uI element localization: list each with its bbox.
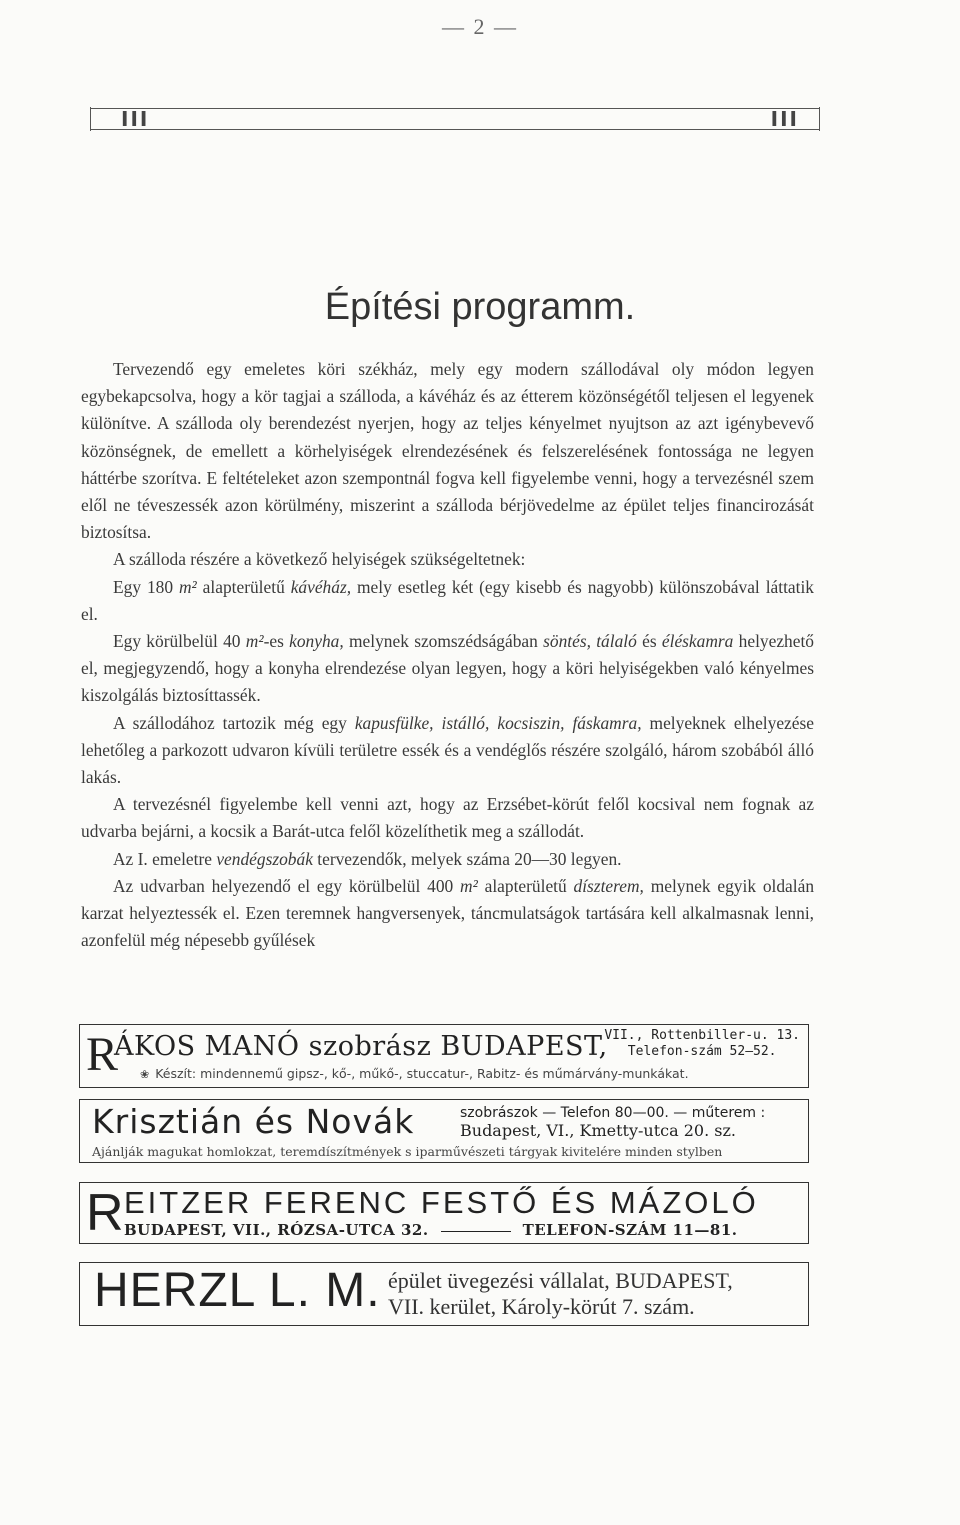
page-title: Építési programm. [324, 286, 636, 328]
ad-herzl-info: épület üvegezési vállalat, BUDAPEST, VII. kerület, Károly-körút 7. szám. [388, 1268, 733, 1319]
ad-reitzer-contact: BUDAPEST, VII., RÓZSA-UTCA 32. TELEFON-SZÁM 11—81. [124, 1221, 738, 1239]
header-rule [90, 108, 820, 130]
header-right-mark: III [771, 107, 820, 131]
paragraph-konyha: Egy körülbelül 40 m²-es konyha, melynek szomszédságában söntés, tálaló és éléskamra helyezhető el, megjegyzendő, hogy a konyha elrendezése olyan legyen, hogy a köri helyiségekben való kényelmes kiszolgálás biztosíttassék. [81, 631, 814, 706]
ad-rakos-address: VII., Rottenbiller-u. 13. Telefon-szám 52—52. [604, 1028, 800, 1059]
ad-reitzer-name: EITZER FERENC FESTŐ ÉS MÁZOLÓ [124, 1185, 759, 1220]
ad-herzl-name: HERZL L. M. [94, 1264, 381, 1317]
paragraph-vendegszobak: Az I. emeletre vendégszobák tervezendők, melyek száma 20—30 legyen. [113, 848, 622, 869]
ad-reitzer-ferenc [79, 1182, 809, 1244]
ad-krisztian-services: Ajánlják magukat homlokzat, teremdíszítmények s iparművészeti tárgyak kivitelére minden stylben [92, 1144, 723, 1159]
ad-herzl [79, 1262, 809, 1326]
header-left-mark: III [90, 107, 149, 131]
ad-rakos-mano [79, 1024, 809, 1088]
paragraph-requirements: A szálloda részére a következő helyiségek szükségeltetnek: [113, 549, 526, 570]
paragraph-kapusfulke: A szállodához tartozik még egy kapusfülke, istálló, kocsiszin, fáskamra, melyeknek elhelyezése lehetőleg a parkozott udvaron kívüli területre essék és a vendéglős részére szolgáló, három szobából álló lakás. [81, 712, 814, 788]
body-text [81, 356, 814, 954]
paragraph-tervezes: A tervezésnél figyelembe kell venni azt, hogy az Erzsébet-körút felől kocsival nem fognak az udvarba bejárni, a kocsik a Barát-utca felől közelíthetik meg a szállodát. [81, 794, 814, 842]
page-number: — 2 — [442, 14, 518, 39]
ad-krisztian-novak [79, 1099, 809, 1163]
paragraph-intro: Tervezendő egy emeletes köri székház, mely egy modern szállodával oly módon legyen egybekapcsolva, hogy a kör tagjai a szálloda, a kávéház és az étterem közönségétől teljesen el legyenek különítve. A szálloda oly berendezést nyerjen, hogy az teljes kényelmet nyujtson az azt igénybevevő közönségnek, de emellett a körhelyiségek elrendezésének és felszerelésének fontossága ne legyen háttérbe szorítva. E feltételeket azon szempontnál fogva kell figyelembe venni, hogy a tervezésnél szem elől ne téveszessék azon körülmény, miszerint a szálloda bérjövedelme az épület teljes financirozását biztosítsa. [81, 359, 814, 543]
ad-krisztian-info: szobrászok — Telefon 80—00. — műterem : Budapest, VI., Kmetty-utca 20. sz. [460, 1105, 766, 1140]
ad-rakos-services: ❀ Készít: mindennemű gipsz-, kő-, műkő-, stuccatur-, Rabitz- és műmárvány-munkákat. [140, 1066, 689, 1081]
paragraph-kavehaz: Egy 180 m² alapterületű kávéház, mely esetleg két (egy kisebb és nagyobb) különszobával láttatik el. [81, 576, 814, 624]
ad-krisztian-name: Krisztián és Novák [92, 1102, 415, 1141]
paragraph-diszterem: Az udvarban helyezendő el egy körülbelül 400 m² alapterületű díszterem, melynek egyik oldalán karzat helyeztessék el. Ezen teremnek hangversenyek, táncmulatságok tartására kell alkalmasnak lenni, azonfelül még népesebb gyűlések [81, 875, 815, 951]
ad-rakos-name: ÁKOS MANÓ szobrász BUDAPEST, [114, 1031, 608, 1062]
ad-reitzer-initial: R [86, 1184, 124, 1242]
flower-icon: ❀ [140, 1068, 150, 1081]
ad-rakos-initial: R [86, 1028, 119, 1081]
